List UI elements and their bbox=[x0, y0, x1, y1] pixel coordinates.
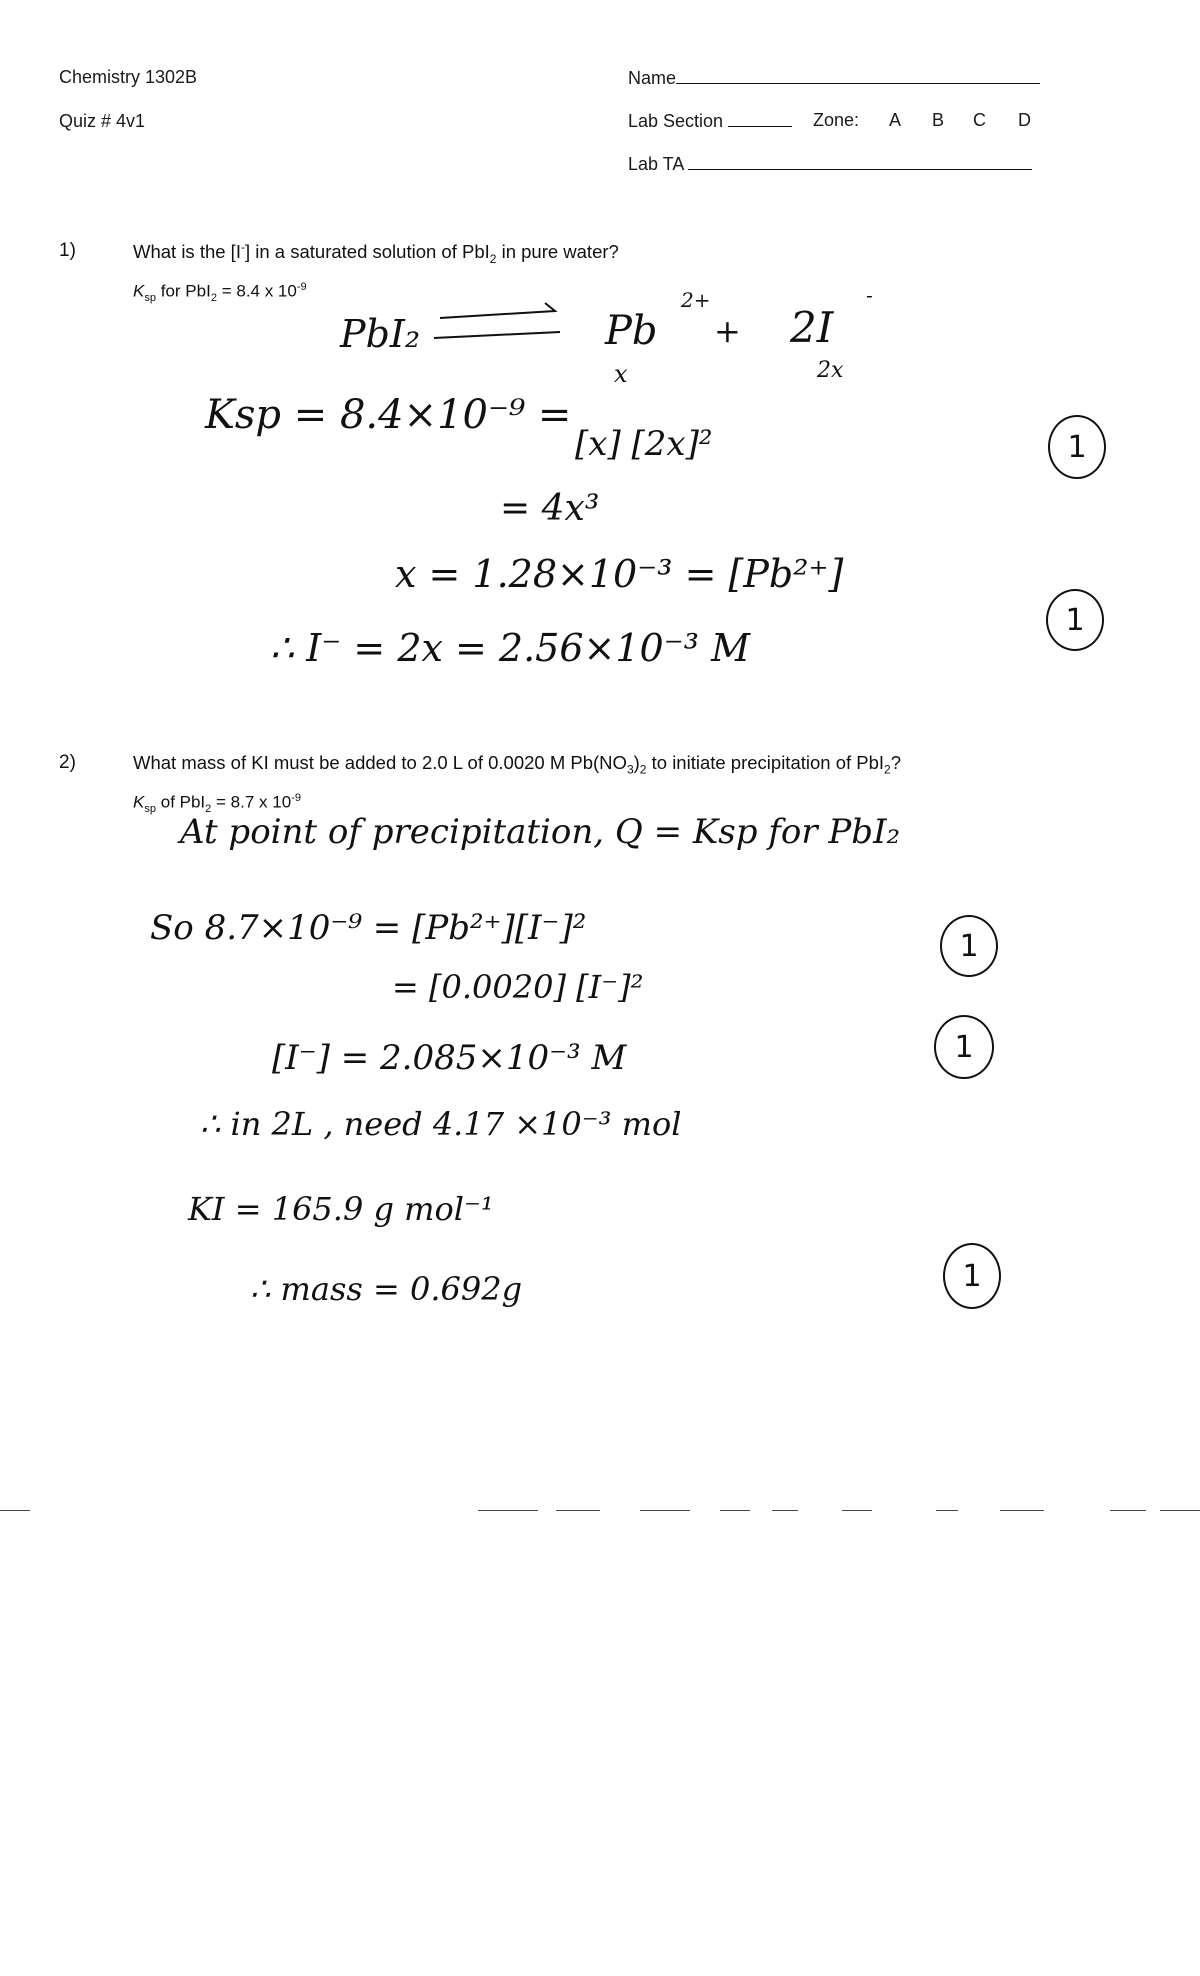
q2-mark-2: 1 bbox=[934, 1015, 994, 1079]
q2-molar-mass: KI = 165.9 g mol⁻¹ bbox=[188, 1190, 494, 1228]
q1-plus: + bbox=[714, 312, 741, 350]
q2-iodide-conc: [I⁻] = 2.085×10⁻³ M bbox=[272, 1038, 627, 1078]
zone-option-b: B bbox=[932, 110, 945, 130]
scan-dash bbox=[0, 1510, 30, 1511]
question-1-ksp: $K_{sp}$ for PbI$_2$ = 8.4 x $10^{-9}$ bbox=[133, 281, 307, 305]
q2-mark-1: 1 bbox=[940, 915, 998, 977]
question-2-number: 2) bbox=[59, 752, 76, 773]
q1-product-pb-charge: 2+ bbox=[681, 288, 711, 312]
q2-precipitation-condition: At point of precipitation, Q = Ksp for PbI₂ bbox=[180, 812, 901, 852]
lab-section-label: Lab Section bbox=[628, 111, 724, 131]
q2-mark-3: 1 bbox=[943, 1243, 1001, 1309]
q2-ksp-equation: So 8.7×10⁻⁹ = [Pb²⁺][I⁻]² bbox=[150, 908, 587, 948]
question-1-number: 1) bbox=[59, 240, 76, 261]
scan-dash bbox=[556, 1510, 600, 1511]
name-label: Name bbox=[628, 68, 677, 88]
zone-option-a: A bbox=[889, 110, 902, 130]
q1-product-pb: Pb bbox=[605, 308, 658, 354]
scan-dash bbox=[936, 1510, 958, 1511]
q1-product-iodide-charge: - bbox=[866, 283, 873, 307]
q1-ksp-expression: Ksp = 8.4×10⁻⁹ = bbox=[205, 392, 572, 438]
course-title: Chemistry 1302B bbox=[59, 67, 198, 87]
q2-substitution: = [0.0020] [I⁻]² bbox=[392, 968, 644, 1006]
q1-four-x-cubed: = 4x³ bbox=[500, 488, 600, 529]
scan-dash bbox=[842, 1510, 872, 1511]
zone-option-c: C bbox=[973, 110, 986, 130]
scan-dash bbox=[720, 1510, 750, 1511]
q1-reactant: PbI₂ bbox=[340, 312, 421, 356]
q2-mass-answer: ∴ mass = 0.692g bbox=[250, 1270, 523, 1308]
q1-ksp-brackets: [x] [2x]² bbox=[575, 424, 713, 464]
scan-dash bbox=[1160, 1510, 1200, 1511]
q1-x-value: x = 1.28×10⁻³ = [Pb²⁺] bbox=[395, 552, 844, 596]
question-1-text: What is the [I-] in a saturated solution of PbI$_2$ in pure water? bbox=[133, 240, 619, 266]
quiz-title: Quiz # 4v1 bbox=[59, 111, 146, 131]
q1-iodide-answer: ∴ I⁻ = 2x = 2.56×10⁻³ M bbox=[270, 626, 751, 670]
scan-dash bbox=[640, 1510, 690, 1511]
scan-dash bbox=[478, 1510, 538, 1511]
q1-mark-1: 1 bbox=[1048, 415, 1106, 479]
q1-conc-x: x bbox=[614, 360, 628, 388]
zone-label: Zone: bbox=[813, 110, 860, 130]
question-2-text: What mass of KI must be added to 2.0 L of 0.0020 M $Pb(NO_3)_2$ to initiate precipitation of PbI$_2$? bbox=[133, 752, 902, 777]
zone-option-d: D bbox=[1018, 110, 1031, 130]
lab-ta-label: Lab TA bbox=[628, 154, 684, 174]
question-2-ksp: $K_{sp}$ of PbI$_2$ = 8.7 x $10^{-9}$ bbox=[133, 792, 302, 816]
q2-moles-needed: ∴ in 2L , need 4.17 ×10⁻³ mol bbox=[200, 1105, 682, 1143]
q1-product-iodide: 2I bbox=[790, 303, 834, 352]
scan-dash bbox=[772, 1510, 798, 1511]
q1-conc-2x: 2x bbox=[817, 358, 844, 383]
scan-dash bbox=[1110, 1510, 1146, 1511]
scan-dash bbox=[1000, 1510, 1044, 1511]
q1-mark-2: 1 bbox=[1046, 589, 1104, 651]
